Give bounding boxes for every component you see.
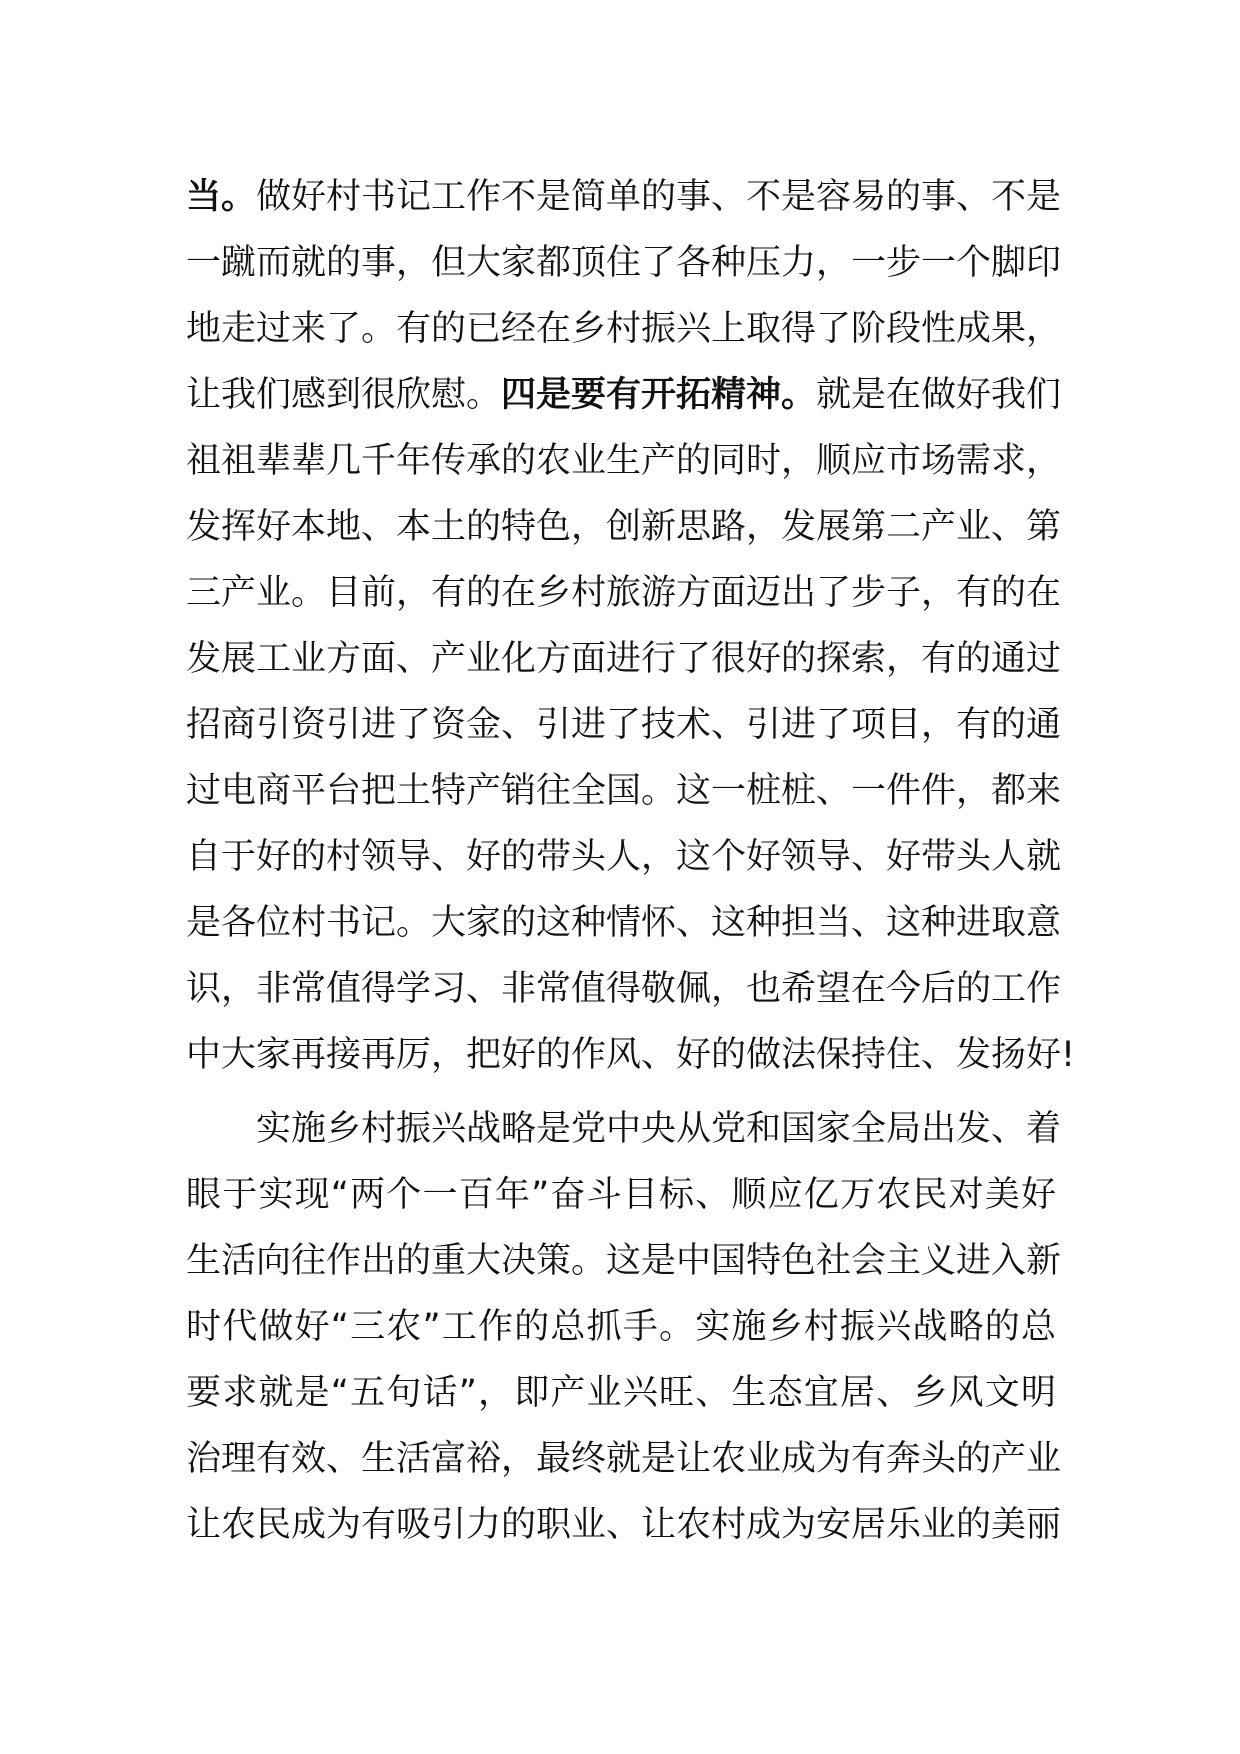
text-line: 一蹴而就的事，但大家都顶住了各种压力，一步一个脚印 xyxy=(186,243,1062,283)
text-line xyxy=(186,362,1062,428)
text-line: 识，非常值得学习、非常值得敬佩，也希望在今后的工作 xyxy=(186,969,1062,1009)
text-line xyxy=(186,164,1062,230)
text-line: 眼于实现“两个一百年”奋斗目标、顺应亿万农民对美好 xyxy=(186,1175,1056,1215)
text-line: 时代做好“三农”工作的总抓手。实施乡村振兴战略的总 xyxy=(186,1307,1056,1347)
bold-heading-fragment: 四是要有开拓精神。 xyxy=(501,375,817,415)
text-line: 过电商平台把土特产销往全国。这一桩桩、一件件，都来 xyxy=(186,771,1062,811)
bold-heading-fragment: 当。 xyxy=(186,177,257,217)
text-line: 三产业。目前，有的在乡村旅游方面迈出了步子，有的在 xyxy=(186,573,1062,613)
text-line: 祖祖辈辈几千年传承的农业生产的同时，顺应市场需求， xyxy=(186,441,1062,481)
text-line: 招商引资引进了资金、引进了技术、引进了项目，有的通 xyxy=(186,705,1062,745)
text-line: 治理有效、生活富裕，最终就是让农业成为有奔头的产业 xyxy=(186,1439,1062,1479)
text-line: 中大家再接再厉，把好的作风、好的做法保持住、发扬好! xyxy=(186,1035,1076,1075)
text-line: 发挥好本地、本土的特色，创新思路，发展第二产业、第 xyxy=(186,507,1062,547)
text-line: 实施乡村振兴战略是党中央从党和国家全局出发、着 xyxy=(256,1109,1062,1149)
text-fragment: 就是在做好我们 xyxy=(816,375,1062,415)
text-line: 让农民成为有吸引力的职业、让农村成为安居乐业的美丽 xyxy=(186,1505,1062,1545)
text-fragment: 让我们感到很欣慰。 xyxy=(186,375,502,415)
text-line: 地走过来了。有的已经在乡村振兴上取得了阶段性成果， xyxy=(186,309,1062,349)
text-line: 生活向往作出的重大决策。这是中国特色社会主义进入新 xyxy=(186,1241,1062,1281)
text-fragment: 做好村书记工作不是简单的事、不是容易的事、不是 xyxy=(256,177,1062,217)
paragraph-2 xyxy=(186,1096,1062,1558)
text-line: 自于好的村领导、好的带头人，这个好领导、好带头人就 xyxy=(186,837,1062,877)
text-line: 是各位村书记。大家的这种情怀、这种担当、这种进取意 xyxy=(186,903,1062,943)
paragraph-1 xyxy=(186,164,1076,1088)
text-line: 要求就是“五句话”，即产业兴旺、生态宜居、乡风文明 xyxy=(186,1373,1056,1413)
text-line: 发展工业方面、产业化方面进行了很好的探索，有的通过 xyxy=(186,639,1062,679)
